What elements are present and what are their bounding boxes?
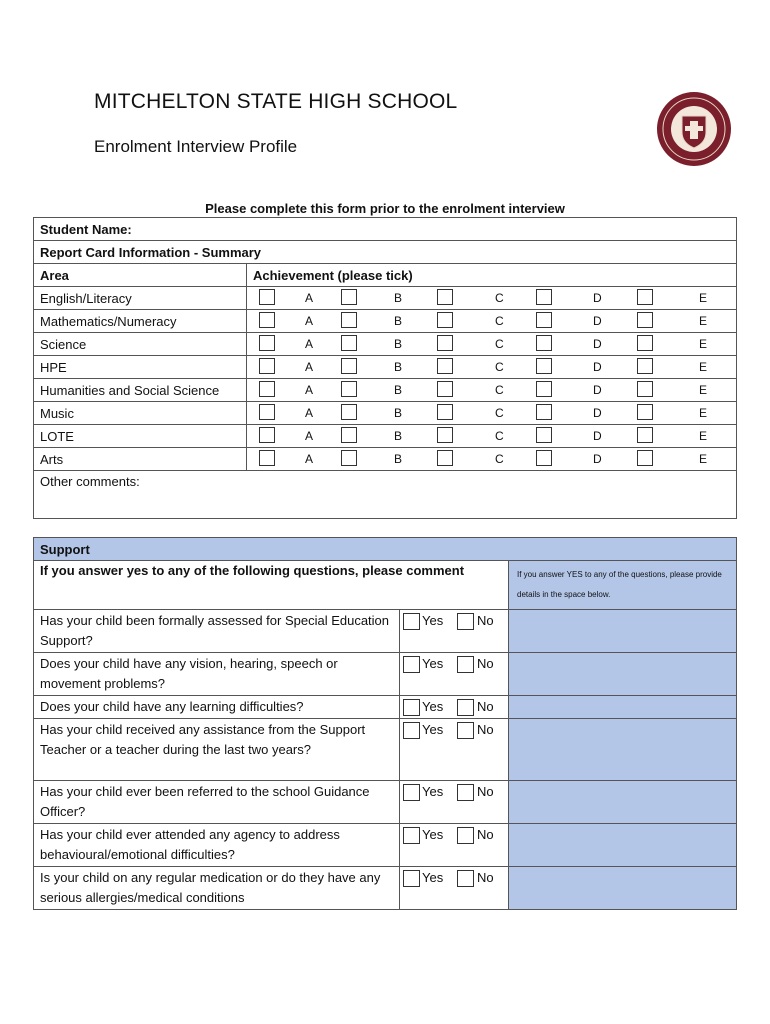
grade-letter: A bbox=[305, 452, 314, 466]
grade-option bbox=[341, 448, 401, 470]
report-card-section-label: Report Card Information - Summary bbox=[34, 241, 737, 264]
yes-checkbox[interactable] bbox=[403, 613, 420, 630]
grade-option bbox=[536, 333, 602, 355]
grade-checkbox[interactable] bbox=[341, 358, 357, 374]
grade-letter: A bbox=[305, 406, 314, 420]
grade-checkbox[interactable] bbox=[536, 404, 552, 420]
grade-checkbox[interactable] bbox=[437, 450, 453, 466]
grade-checkbox[interactable] bbox=[341, 335, 357, 351]
no-checkbox[interactable] bbox=[457, 722, 474, 739]
grade-option bbox=[437, 402, 504, 424]
yes-checkbox[interactable] bbox=[403, 699, 420, 716]
subject-row bbox=[34, 310, 737, 333]
subject-row bbox=[34, 402, 737, 425]
support-details-field[interactable] bbox=[509, 867, 737, 910]
grade-options bbox=[247, 379, 737, 402]
yes-no-options bbox=[400, 610, 509, 653]
grade-letter: B bbox=[394, 337, 403, 351]
grade-letter: D bbox=[593, 452, 602, 466]
support-question-row bbox=[34, 824, 737, 867]
grade-checkbox[interactable] bbox=[259, 404, 275, 420]
grade-checkbox[interactable] bbox=[341, 404, 357, 420]
grade-letter: E bbox=[699, 429, 708, 443]
grade-letter: B bbox=[394, 406, 403, 420]
subject-row bbox=[34, 425, 737, 448]
yes-checkbox[interactable] bbox=[403, 827, 420, 844]
grade-letter: A bbox=[305, 291, 314, 305]
grade-letter: B bbox=[394, 429, 403, 443]
no-label: No bbox=[477, 656, 494, 671]
grade-letter: A bbox=[305, 383, 314, 397]
grade-option bbox=[437, 310, 504, 332]
grade-option bbox=[341, 425, 401, 447]
grade-option bbox=[437, 379, 504, 401]
grade-option bbox=[637, 287, 708, 309]
grade-checkbox[interactable] bbox=[259, 289, 275, 305]
grade-letter: D bbox=[593, 314, 602, 328]
support-details-field[interactable] bbox=[509, 653, 737, 696]
grade-option bbox=[536, 379, 602, 401]
grade-letter: E bbox=[699, 337, 708, 351]
grade-checkbox[interactable] bbox=[341, 427, 357, 443]
grade-letter: C bbox=[495, 291, 504, 305]
grade-letter: D bbox=[593, 383, 602, 397]
grade-checkbox[interactable] bbox=[259, 358, 275, 374]
grade-letter: A bbox=[305, 429, 314, 443]
grade-checkbox[interactable] bbox=[637, 427, 653, 443]
form-instructions: Please complete this form prior to the enrolment interview bbox=[205, 201, 565, 216]
support-question-row bbox=[34, 696, 737, 719]
grade-option bbox=[637, 333, 708, 355]
grade-letter: E bbox=[699, 314, 708, 328]
grade-letter: D bbox=[593, 360, 602, 374]
grade-options bbox=[247, 310, 737, 333]
subject-row bbox=[34, 287, 737, 310]
grade-letter: E bbox=[699, 291, 708, 305]
grade-option bbox=[637, 425, 708, 447]
subject-row bbox=[34, 333, 737, 356]
support-question: Has your child been formally assessed for Special Education Support? bbox=[34, 610, 400, 653]
yes-no-options bbox=[400, 824, 509, 867]
yes-no-options bbox=[400, 781, 509, 824]
grade-options bbox=[247, 356, 737, 379]
grade-option bbox=[259, 356, 319, 378]
grade-options bbox=[247, 402, 737, 425]
no-label: No bbox=[477, 870, 494, 885]
achievement-header: Achievement (please tick) bbox=[247, 264, 737, 287]
grade-checkbox[interactable] bbox=[437, 358, 453, 374]
student-name-row[interactable] bbox=[34, 218, 737, 241]
grade-checkbox[interactable] bbox=[259, 312, 275, 328]
grade-letter: C bbox=[495, 452, 504, 466]
no-label: No bbox=[477, 827, 494, 842]
grade-option bbox=[259, 425, 319, 447]
yes-label: Yes bbox=[422, 722, 444, 737]
subject-name: Arts bbox=[34, 448, 247, 471]
other-comments-label: Other comments: bbox=[40, 474, 140, 489]
form-title: Enrolment Interview Profile bbox=[94, 137, 298, 156]
subject-name: Science bbox=[34, 333, 247, 356]
grade-option bbox=[341, 402, 401, 424]
grade-letter: E bbox=[699, 452, 708, 466]
yes-no-options bbox=[400, 719, 509, 781]
support-question-row bbox=[34, 781, 737, 824]
subject-name: English/Literacy bbox=[34, 287, 247, 310]
grade-checkbox[interactable] bbox=[437, 427, 453, 443]
grade-checkbox[interactable] bbox=[341, 289, 357, 305]
no-checkbox[interactable] bbox=[457, 827, 474, 844]
grade-checkbox[interactable] bbox=[437, 289, 453, 305]
grade-options bbox=[247, 448, 737, 471]
grade-letter: C bbox=[495, 406, 504, 420]
school-crest-icon bbox=[655, 90, 733, 168]
grade-letter: D bbox=[593, 429, 602, 443]
support-details-field[interactable] bbox=[509, 719, 737, 781]
grade-option bbox=[437, 333, 504, 355]
grade-checkbox[interactable] bbox=[437, 404, 453, 420]
yes-label: Yes bbox=[422, 656, 444, 671]
support-details-field[interactable] bbox=[509, 781, 737, 824]
grade-option bbox=[259, 310, 319, 332]
yes-label: Yes bbox=[422, 613, 444, 628]
support-details-field[interactable] bbox=[509, 610, 737, 653]
grade-option bbox=[341, 333, 401, 355]
grade-option bbox=[536, 287, 602, 309]
yes-checkbox[interactable] bbox=[403, 784, 420, 801]
no-checkbox[interactable] bbox=[457, 656, 474, 673]
subject-row bbox=[34, 448, 737, 471]
support-question-header: If you answer yes to any of the following questions, please comment bbox=[34, 561, 509, 610]
grade-letter: B bbox=[394, 452, 403, 466]
grade-option bbox=[637, 402, 708, 424]
grade-option bbox=[259, 333, 319, 355]
grade-checkbox[interactable] bbox=[637, 289, 653, 305]
yes-checkbox[interactable] bbox=[403, 656, 420, 673]
support-note: If you answer YES to any of the questions, please provide details in the space below. bbox=[509, 561, 737, 610]
grade-option bbox=[637, 379, 708, 401]
yes-no-options bbox=[400, 696, 509, 719]
grade-checkbox[interactable] bbox=[259, 450, 275, 466]
no-label: No bbox=[477, 784, 494, 799]
support-question: Has your child ever attended any agency to address behavioural/emotional difficulties? bbox=[34, 824, 400, 867]
grade-checkbox[interactable] bbox=[437, 335, 453, 351]
grade-checkbox[interactable] bbox=[536, 450, 552, 466]
subject-row bbox=[34, 356, 737, 379]
grade-option bbox=[259, 402, 319, 424]
grade-letter: A bbox=[305, 337, 314, 351]
grade-letter: D bbox=[593, 291, 602, 305]
support-question: Does your child have any vision, hearing, speech or movement problems? bbox=[34, 653, 400, 696]
grade-checkbox[interactable] bbox=[637, 404, 653, 420]
grade-letter: C bbox=[495, 314, 504, 328]
yes-no-options bbox=[400, 867, 509, 910]
grade-option bbox=[437, 448, 504, 470]
grade-checkbox[interactable] bbox=[341, 312, 357, 328]
grade-option bbox=[437, 356, 504, 378]
grade-option bbox=[437, 425, 504, 447]
grade-option bbox=[536, 310, 602, 332]
yes-label: Yes bbox=[422, 699, 444, 714]
other-comments-field[interactable] bbox=[34, 471, 737, 519]
grade-checkbox[interactable] bbox=[437, 312, 453, 328]
school-title: MITCHELTON STATE HIGH SCHOOL bbox=[94, 90, 458, 113]
grade-letter: C bbox=[495, 429, 504, 443]
no-label: No bbox=[477, 699, 494, 714]
grade-letter: A bbox=[305, 360, 314, 374]
grade-letter: B bbox=[394, 291, 403, 305]
grade-letter: E bbox=[699, 360, 708, 374]
grade-letter: D bbox=[593, 337, 602, 351]
grade-checkbox[interactable] bbox=[536, 335, 552, 351]
grade-option bbox=[637, 448, 708, 470]
support-question: Has your child ever been referred to the school Guidance Officer? bbox=[34, 781, 400, 824]
no-checkbox[interactable] bbox=[457, 613, 474, 630]
no-checkbox[interactable] bbox=[457, 699, 474, 716]
grade-letter: C bbox=[495, 337, 504, 351]
support-details-field[interactable] bbox=[509, 696, 737, 719]
grade-checkbox[interactable] bbox=[536, 312, 552, 328]
no-checkbox[interactable] bbox=[457, 870, 474, 887]
grade-options bbox=[247, 287, 737, 310]
grade-checkbox[interactable] bbox=[437, 381, 453, 397]
grade-option bbox=[536, 448, 602, 470]
yes-no-options bbox=[400, 653, 509, 696]
grade-option bbox=[341, 356, 401, 378]
no-label: No bbox=[477, 613, 494, 628]
grade-checkbox[interactable] bbox=[637, 450, 653, 466]
grade-option bbox=[637, 310, 708, 332]
grade-checkbox[interactable] bbox=[341, 450, 357, 466]
grade-option bbox=[637, 356, 708, 378]
grade-option bbox=[536, 402, 602, 424]
subject-name: Mathematics/Numeracy bbox=[34, 310, 247, 333]
student-name-label: Student Name: bbox=[40, 221, 132, 237]
grade-checkbox[interactable] bbox=[536, 381, 552, 397]
yes-label: Yes bbox=[422, 784, 444, 799]
grade-options bbox=[247, 425, 737, 448]
grade-option bbox=[536, 425, 602, 447]
yes-checkbox[interactable] bbox=[403, 722, 420, 739]
yes-label: Yes bbox=[422, 870, 444, 885]
grade-checkbox[interactable] bbox=[259, 335, 275, 351]
grade-checkbox[interactable] bbox=[637, 358, 653, 374]
grade-letter: D bbox=[593, 406, 602, 420]
support-question-row bbox=[34, 610, 737, 653]
subject-name: HPE bbox=[34, 356, 247, 379]
support-question-row bbox=[34, 867, 737, 910]
support-table bbox=[33, 537, 737, 910]
grade-option bbox=[536, 356, 602, 378]
grade-option bbox=[341, 379, 401, 401]
grade-checkbox[interactable] bbox=[637, 312, 653, 328]
yes-label: Yes bbox=[422, 827, 444, 842]
grade-checkbox[interactable] bbox=[259, 427, 275, 443]
subject-name: LOTE bbox=[34, 425, 247, 448]
grade-checkbox[interactable] bbox=[637, 335, 653, 351]
grade-option bbox=[437, 287, 504, 309]
grade-checkbox[interactable] bbox=[536, 289, 552, 305]
support-question: Has your child received any assistance from the Support Teacher or a teacher during the last two years? bbox=[34, 719, 400, 781]
no-checkbox[interactable] bbox=[457, 784, 474, 801]
yes-checkbox[interactable] bbox=[403, 870, 420, 887]
grade-letter: B bbox=[394, 314, 403, 328]
grade-letter: B bbox=[394, 360, 403, 374]
grade-letter: C bbox=[495, 360, 504, 374]
grade-letter: B bbox=[394, 383, 403, 397]
grade-checkbox[interactable] bbox=[259, 381, 275, 397]
support-details-field[interactable] bbox=[509, 824, 737, 867]
report-card-table bbox=[33, 217, 737, 519]
area-header: Area bbox=[34, 264, 247, 287]
grade-letter: E bbox=[699, 383, 708, 397]
grade-letter: C bbox=[495, 383, 504, 397]
subject-name: Music bbox=[34, 402, 247, 425]
support-section-label: Support bbox=[34, 538, 737, 561]
support-question: Does your child have any learning difficulties? bbox=[34, 696, 400, 719]
support-question-row bbox=[34, 653, 737, 696]
grade-option bbox=[341, 287, 401, 309]
grade-options bbox=[247, 333, 737, 356]
grade-letter: A bbox=[305, 314, 314, 328]
grade-checkbox[interactable] bbox=[536, 358, 552, 374]
grade-checkbox[interactable] bbox=[341, 381, 357, 397]
grade-checkbox[interactable] bbox=[536, 427, 552, 443]
support-question-row bbox=[34, 719, 737, 781]
grade-option bbox=[259, 287, 319, 309]
grade-letter: E bbox=[699, 406, 708, 420]
subject-name: Humanities and Social Science bbox=[34, 379, 247, 402]
grade-option bbox=[341, 310, 401, 332]
support-question: Is your child on any regular medication or do they have any serious allergies/medical conditions bbox=[34, 867, 400, 910]
grade-option bbox=[259, 448, 319, 470]
grade-option bbox=[259, 379, 319, 401]
no-label: No bbox=[477, 722, 494, 737]
grade-checkbox[interactable] bbox=[637, 381, 653, 397]
subject-row bbox=[34, 379, 737, 402]
